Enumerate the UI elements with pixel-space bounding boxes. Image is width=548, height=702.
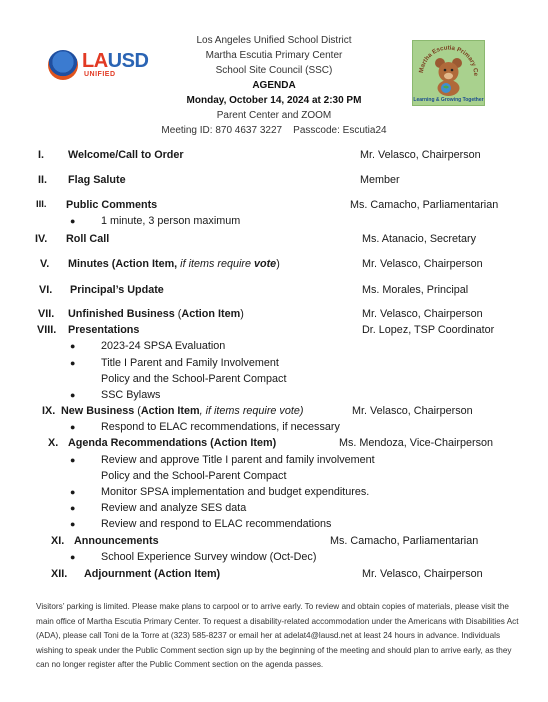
item-presenter: Ms. Camacho, Parliamentarian (350, 199, 499, 211)
school-logo-tagline: Learning & Growing Together (413, 97, 484, 103)
item-title: Minutes (Action Item, if items require vote) (68, 258, 280, 270)
item-title: Presentations (68, 324, 140, 336)
item-number: VIII. (37, 324, 57, 336)
item-presenter: Mr. Velasco, Chairperson (360, 149, 481, 161)
meeting-datetime: Monday, October 14, 2024 at 2:30 PM (186, 95, 362, 106)
agenda-item (0, 322, 548, 338)
item-title: New Business (Action Item, if items require vote) (61, 405, 304, 417)
footer-notice: Visitors’ parking is limited. Please make plans to carpool or to arrive early. To review and obtain copies of materials, please visit the main office of Martha Escutia Primary Center. To request a disability-related accommodation under the Americans with Disabilities Act (ADA), please call Toni de la Torre at (323) 585-8237 or email her at adelat4@lausd.net at least 24 hours in advance. Individuals wishing to speak under the Public Comment section sign up by the beginning of the meeting and should plan to arrive early, as they can no longer register after the Public Comment section on the agenda passes. (36, 602, 519, 669)
item-presenter: Mr. Velasco, Chairperson (352, 405, 473, 417)
agenda-item (0, 147, 548, 163)
item-number: II. (38, 174, 47, 186)
item-title: Adjournment (Action Item) (84, 568, 221, 580)
item-presenter: Dr. Lopez, TSP Coordinator (362, 324, 495, 336)
agenda-item (0, 197, 548, 213)
item-title: Agenda Recommendations (Action Item) (68, 437, 277, 449)
meeting-id: Meeting ID: 870 4637 3227 Passcode: Escutia24 (161, 125, 387, 136)
sub-item-continuation: Policy and the School-Parent Compact (101, 373, 287, 385)
item-presenter: Mr. Velasco, Chairperson (362, 568, 483, 580)
item-number: IV. (35, 233, 48, 245)
item-presenter: Ms. Camacho, Parliamentarian (330, 535, 479, 547)
item-title: Public Comments (66, 199, 158, 211)
item-presenter: Mr. Velasco, Chairperson (362, 258, 483, 270)
item-number: XII. (51, 568, 68, 580)
sub-item: ● Monitor SPSA implementation and budget expenditures. (70, 486, 370, 498)
sub-item: ● SSC Bylaws (70, 389, 161, 401)
lausd-logo-text-la: LA (82, 50, 108, 72)
council-name: School Site Council (SSC) (215, 65, 333, 76)
agenda-item (0, 306, 548, 322)
item-presenter: Ms. Mendoza, Vice-Chairperson (339, 437, 494, 449)
school-name: Martha Escutia Primary Center (205, 50, 343, 61)
sub-item: ● Review and approve Title I parent and family involvement (70, 454, 375, 466)
item-number: V. (40, 258, 50, 270)
item-title: Roll Call (66, 233, 110, 245)
agenda-item (0, 403, 548, 419)
sub-item: ● Review and respond to ELAC recommendations (70, 518, 332, 530)
item-presenter: Ms. Morales, Principal (362, 284, 469, 296)
item-number: IX. (42, 405, 56, 417)
agenda-title: AGENDA (252, 80, 296, 91)
sub-item: ● Review and analyze SES data (70, 502, 247, 514)
item-presenter: Member (360, 174, 400, 186)
item-title: Flag Salute (68, 174, 126, 186)
agenda-item (0, 256, 548, 272)
sub-item: ● 1 minute, 3 person maximum (70, 215, 241, 227)
item-title: Welcome/Call to Order (68, 149, 184, 161)
lausd-logo-text-usd: USD (107, 50, 149, 72)
agenda-item (0, 282, 548, 298)
agenda-item (0, 566, 548, 582)
item-title: Principal’s Update (70, 284, 164, 296)
agenda-item (0, 231, 548, 247)
item-number: VI. (39, 284, 53, 296)
school-logo-text: Martha Escutia Primary Ce (418, 44, 480, 77)
item-title: Announcements (74, 535, 159, 547)
item-number: X. (48, 437, 59, 449)
agenda-item (0, 533, 548, 549)
item-presenter: Mr. Velasco, Chairperson (362, 308, 483, 320)
item-number: XI. (51, 535, 65, 547)
sub-item: ● 2023-24 SPSA Evaluation (70, 340, 226, 352)
item-title: Unfinished Business (Action Item) (68, 308, 244, 320)
item-number: I. (38, 149, 44, 161)
agenda-item (0, 435, 548, 451)
item-presenter: Ms. Atanacio, Secretary (362, 233, 477, 245)
meeting-location: Parent Center and ZOOM (216, 110, 332, 121)
sub-item-continuation: Policy and the School-Parent Compact (101, 470, 287, 482)
item-number: III. (36, 199, 47, 210)
sub-item: ● School Experience Survey window (Oct-Dec) (70, 551, 317, 563)
district-name: Los Angeles Unified School District (196, 35, 352, 46)
agenda-item (0, 172, 548, 188)
sub-item: ● Respond to ELAC recommendations, if necessary (70, 421, 340, 433)
agenda-header (0, 33, 548, 138)
item-number: VII. (38, 308, 55, 320)
sub-item: ● Title I Parent and Family Involvement (70, 357, 279, 369)
lausd-logo-subtext: UNIFIED (84, 71, 116, 78)
